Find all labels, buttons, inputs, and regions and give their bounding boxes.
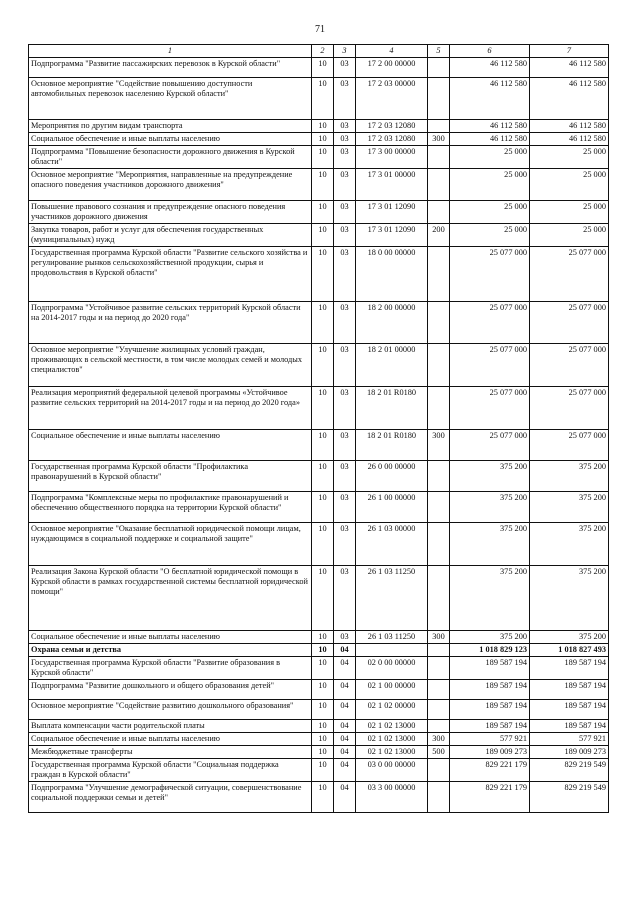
row-target-code: 02 1 02 13000: [356, 720, 428, 733]
row-name: Выплата компенсации части родительской платы: [29, 720, 312, 733]
table-row: [29, 120, 609, 133]
row-expense-type: 200: [428, 224, 450, 247]
row-amount-first: 375 200: [450, 492, 530, 523]
row-subsection: 04: [334, 746, 356, 759]
row-subsection: 03: [334, 523, 356, 566]
row-amount-first: 375 200: [450, 566, 530, 631]
row-target-code: 26 1 00 00000: [356, 492, 428, 523]
row-amount-first: 25 077 000: [450, 344, 530, 387]
row-amount-second: 25 000: [530, 169, 609, 201]
row-expense-type: [428, 169, 450, 201]
column-number: 6: [450, 45, 530, 58]
row-expense-type: [428, 680, 450, 700]
table-row: [29, 169, 609, 201]
row-name: Подпрограмма "Повышение безопасности дорожного движения в Курской области": [29, 146, 312, 169]
row-subsection: 03: [334, 461, 356, 492]
row-target-code: 02 1 02 13000: [356, 733, 428, 746]
row-expense-type: 300: [428, 430, 450, 461]
row-target-code: 17 2 03 00000: [356, 78, 428, 120]
row-subsection: 04: [334, 720, 356, 733]
row-amount-first: 25 077 000: [450, 247, 530, 302]
row-name: Социальное обеспечение и иные выплаты населению: [29, 133, 312, 146]
row-amount-second: 189 587 194: [530, 700, 609, 720]
row-name: Государственная программа Курской области "Развитие образования в Курской области": [29, 657, 312, 680]
row-amount-second: 46 112 580: [530, 78, 609, 120]
row-section: 10: [312, 344, 334, 387]
row-name: Основное мероприятие "Мероприятия, направленные на предупреждение опасного поведения участников дорожного движения": [29, 169, 312, 201]
row-expense-type: [428, 644, 450, 657]
table-row: [29, 302, 609, 344]
row-target-code: 02 1 02 00000: [356, 700, 428, 720]
row-target-code: 17 3 01 12090: [356, 224, 428, 247]
row-amount-first: 25 077 000: [450, 302, 530, 344]
row-section: 10: [312, 680, 334, 700]
row-subsection: 03: [334, 344, 356, 387]
row-amount-first: 189 587 194: [450, 680, 530, 700]
row-section: 10: [312, 224, 334, 247]
row-name: Реализация Закона Курской области "О бесплатной юридической помощи в Курской области в рамках государственной системы бесплатной юридической помощи": [29, 566, 312, 631]
row-expense-type: [428, 657, 450, 680]
row-amount-first: 189 587 194: [450, 700, 530, 720]
row-section: 10: [312, 523, 334, 566]
row-amount-second: 189 587 194: [530, 657, 609, 680]
column-number: 5: [428, 45, 450, 58]
row-amount-first: 25 000: [450, 169, 530, 201]
row-expense-type: 300: [428, 631, 450, 644]
row-subsection: 03: [334, 247, 356, 302]
row-subsection: 03: [334, 169, 356, 201]
table-row: [29, 461, 609, 492]
row-section: 10: [312, 631, 334, 644]
row-subsection: 03: [334, 387, 356, 430]
row-amount-second: 46 112 580: [530, 120, 609, 133]
row-amount-second: 829 219 549: [530, 782, 609, 813]
row-expense-type: [428, 492, 450, 523]
row-expense-type: [428, 782, 450, 813]
column-number-row: [29, 45, 609, 58]
column-number: 7: [530, 45, 609, 58]
row-target-code: 18 0 00 00000: [356, 247, 428, 302]
row-target-code: 17 3 00 00000: [356, 146, 428, 169]
row-name: Подпрограмма "Улучшение демографической ситуации, совершенствование социальной поддержки семьи и детей": [29, 782, 312, 813]
row-name: Закупка товаров, работ и услуг для обеспечения государственных (муниципальных) нужд: [29, 224, 312, 247]
row-expense-type: [428, 146, 450, 169]
row-amount-second: 25 000: [530, 201, 609, 224]
column-number: 1: [29, 45, 312, 58]
table-row: [29, 720, 609, 733]
row-amount-second: 189 587 194: [530, 720, 609, 733]
row-section: 10: [312, 78, 334, 120]
row-amount-second: 46 112 580: [530, 133, 609, 146]
row-target-code: 18 2 01 00000: [356, 344, 428, 387]
row-amount-second: 25 077 000: [530, 247, 609, 302]
row-amount-first: 189 587 194: [450, 657, 530, 680]
row-name: Межбюджетные трансферты: [29, 746, 312, 759]
row-name: Подпрограмма "Развитие дошкольного и общего образования детей": [29, 680, 312, 700]
table-row: [29, 58, 609, 78]
row-subsection: 03: [334, 430, 356, 461]
row-expense-type: [428, 523, 450, 566]
row-amount-second: 375 200: [530, 566, 609, 631]
row-amount-first: 375 200: [450, 523, 530, 566]
row-expense-type: [428, 720, 450, 733]
table-row: [29, 759, 609, 782]
row-expense-type: [428, 461, 450, 492]
row-name: Государственная программа Курской области "Профилактика правонарушений в Курской области": [29, 461, 312, 492]
row-subsection: 03: [334, 566, 356, 631]
row-section: 10: [312, 782, 334, 813]
table-row: [29, 387, 609, 430]
table-row: [29, 657, 609, 680]
table-row: [29, 746, 609, 759]
budget-table: [28, 44, 609, 813]
row-amount-first: 189 009 273: [450, 746, 530, 759]
row-subsection: 03: [334, 224, 356, 247]
row-name: Охрана семьи и детства: [29, 644, 312, 657]
row-amount-first: 46 112 580: [450, 120, 530, 133]
row-section: 10: [312, 644, 334, 657]
row-amount-first: 46 112 580: [450, 78, 530, 120]
table-row: [29, 644, 609, 657]
row-amount-second: 375 200: [530, 492, 609, 523]
row-name: Социальное обеспечение и иные выплаты населению: [29, 430, 312, 461]
row-name: Основное мероприятие "Содействие развитию дошкольного образования": [29, 700, 312, 720]
row-name: Социальное обеспечение и иные выплаты населению: [29, 733, 312, 746]
row-amount-first: 577 921: [450, 733, 530, 746]
row-target-code: 18 2 01 R0180: [356, 430, 428, 461]
row-expense-type: [428, 302, 450, 344]
row-subsection: 03: [334, 120, 356, 133]
row-expense-type: [428, 566, 450, 631]
table-row: [29, 733, 609, 746]
page-number: 71: [315, 24, 325, 35]
row-amount-second: 46 112 580: [530, 58, 609, 78]
row-section: 10: [312, 387, 334, 430]
row-target-code: 03 0 00 00000: [356, 759, 428, 782]
row-section: 10: [312, 720, 334, 733]
row-name: Основное мероприятие "Содействие повышению доступности автомобильных перевозок населению Курской области": [29, 78, 312, 120]
column-number: 4: [356, 45, 428, 58]
row-amount-second: 25 000: [530, 146, 609, 169]
table-row: [29, 430, 609, 461]
table-row: [29, 247, 609, 302]
row-subsection: 04: [334, 700, 356, 720]
row-expense-type: 300: [428, 733, 450, 746]
row-amount-first: 25 077 000: [450, 430, 530, 461]
row-section: 10: [312, 133, 334, 146]
row-subsection: 04: [334, 657, 356, 680]
row-name: Государственная программа Курской области "Развитие сельского хозяйства и регулирование рынков сельскохозяйственной продукции, сырья и продовольствия в Курской области": [29, 247, 312, 302]
row-subsection: 03: [334, 133, 356, 146]
row-subsection: 04: [334, 759, 356, 782]
table-row: [29, 492, 609, 523]
row-section: 10: [312, 58, 334, 78]
row-amount-second: 577 921: [530, 733, 609, 746]
row-amount-first: 829 221 179: [450, 759, 530, 782]
row-target-code: 02 0 00 00000: [356, 657, 428, 680]
row-target-code: 26 1 03 11250: [356, 566, 428, 631]
row-expense-type: [428, 387, 450, 430]
table-row: [29, 782, 609, 813]
table-row: [29, 344, 609, 387]
row-section: 10: [312, 169, 334, 201]
row-amount-first: 46 112 580: [450, 58, 530, 78]
row-subsection: 04: [334, 782, 356, 813]
table-row: [29, 133, 609, 146]
row-subsection: 03: [334, 302, 356, 344]
row-amount-second: 1 018 827 493: [530, 644, 609, 657]
row-section: 10: [312, 247, 334, 302]
row-amount-second: 25 077 000: [530, 430, 609, 461]
row-target-code: 03 3 00 00000: [356, 782, 428, 813]
row-expense-type: 500: [428, 746, 450, 759]
row-target-code: 18 2 00 00000: [356, 302, 428, 344]
row-subsection: 03: [334, 58, 356, 78]
row-section: 10: [312, 733, 334, 746]
row-target-code: 17 2 00 00000: [356, 58, 428, 78]
row-expense-type: [428, 201, 450, 224]
row-subsection: 03: [334, 492, 356, 523]
row-amount-first: 25 000: [450, 201, 530, 224]
row-section: 10: [312, 657, 334, 680]
row-expense-type: [428, 700, 450, 720]
row-subsection: 03: [334, 146, 356, 169]
row-expense-type: [428, 247, 450, 302]
row-name: Основное мероприятие "Оказание бесплатной юридической помощи лицам, нуждающимся в социальной поддержке и социальной защите": [29, 523, 312, 566]
row-section: 10: [312, 759, 334, 782]
row-amount-first: 46 112 580: [450, 133, 530, 146]
row-section: 10: [312, 146, 334, 169]
row-amount-second: 189 587 194: [530, 680, 609, 700]
row-amount-second: 25 077 000: [530, 344, 609, 387]
row-amount-first: 829 221 179: [450, 782, 530, 813]
row-amount-second: 375 200: [530, 461, 609, 492]
row-expense-type: [428, 78, 450, 120]
row-section: 10: [312, 120, 334, 133]
row-subsection: 03: [334, 631, 356, 644]
row-amount-first: 375 200: [450, 461, 530, 492]
row-name: Социальное обеспечение и иные выплаты населению: [29, 631, 312, 644]
row-target-code: 26 0 00 00000: [356, 461, 428, 492]
row-amount-second: 189 009 273: [530, 746, 609, 759]
row-expense-type: [428, 344, 450, 387]
row-subsection: 04: [334, 680, 356, 700]
row-target-code: 17 3 01 12090: [356, 201, 428, 224]
row-section: 10: [312, 430, 334, 461]
row-amount-second: 375 200: [530, 523, 609, 566]
table-row: [29, 224, 609, 247]
row-name: Подпрограмма "Развитие пассажирских перевозок в Курской области": [29, 58, 312, 78]
row-amount-first: 1 018 829 123: [450, 644, 530, 657]
row-target-code: 26 1 03 11250: [356, 631, 428, 644]
table-row: [29, 78, 609, 120]
row-name: Подпрограмма "Комплексные меры по профилактике правонарушений и обеспечению общественного порядка на территории Курской области": [29, 492, 312, 523]
row-section: 10: [312, 700, 334, 720]
row-expense-type: [428, 120, 450, 133]
row-expense-type: [428, 759, 450, 782]
table-row: [29, 631, 609, 644]
row-name: Государственная программа Курской области "Социальная поддержка граждан в Курской области": [29, 759, 312, 782]
row-subsection: 04: [334, 644, 356, 657]
row-amount-first: 25 077 000: [450, 387, 530, 430]
row-amount-first: 25 000: [450, 146, 530, 169]
row-subsection: 03: [334, 78, 356, 120]
table-row: [29, 146, 609, 169]
row-target-code: 02 1 00 00000: [356, 680, 428, 700]
row-amount-second: 829 219 549: [530, 759, 609, 782]
row-name: Повышение правового сознания и предупреждение опасного поведения участников дорожного движения: [29, 201, 312, 224]
table-row: [29, 566, 609, 631]
row-amount-second: 25 000: [530, 224, 609, 247]
row-amount-first: 25 000: [450, 224, 530, 247]
table-row: [29, 201, 609, 224]
row-amount-second: 375 200: [530, 631, 609, 644]
row-target-code: 17 3 01 00000: [356, 169, 428, 201]
row-target-code: 17 2 03 12080: [356, 133, 428, 146]
row-amount-first: 375 200: [450, 631, 530, 644]
row-section: 10: [312, 746, 334, 759]
row-section: 10: [312, 302, 334, 344]
row-subsection: 03: [334, 201, 356, 224]
row-section: 10: [312, 461, 334, 492]
row-section: 10: [312, 566, 334, 631]
row-name: Реализация мероприятий федеральной целевой программы «Устойчивое развитие сельских территорий на 2014-2017 годы и на период до 2020 года»: [29, 387, 312, 430]
row-section: 10: [312, 492, 334, 523]
row-subsection: 04: [334, 733, 356, 746]
row-target-code: 26 1 03 00000: [356, 523, 428, 566]
table-row: [29, 523, 609, 566]
row-target-code: 02 1 02 13000: [356, 746, 428, 759]
row-amount-first: 189 587 194: [450, 720, 530, 733]
row-expense-type: [428, 58, 450, 78]
column-number: 3: [334, 45, 356, 58]
row-section: 10: [312, 201, 334, 224]
row-expense-type: 300: [428, 133, 450, 146]
column-number: 2: [312, 45, 334, 58]
row-amount-second: 25 077 000: [530, 387, 609, 430]
row-name: Мероприятия по другим видам транспорта: [29, 120, 312, 133]
row-name: Подпрограмма "Устойчивое развитие сельских территорий Курской области на 2014-2017 годы и на период до 2020 года": [29, 302, 312, 344]
table-row: [29, 680, 609, 700]
row-target-code: 17 2 03 12080: [356, 120, 428, 133]
row-target-code: [356, 644, 428, 657]
table-row: [29, 700, 609, 720]
row-amount-second: 25 077 000: [530, 302, 609, 344]
row-target-code: 18 2 01 R0180: [356, 387, 428, 430]
row-name: Основное мероприятие "Улучшение жилищных условий граждан, проживающих в сельской местности, в том числе молодых семей и молодых специалистов": [29, 344, 312, 387]
